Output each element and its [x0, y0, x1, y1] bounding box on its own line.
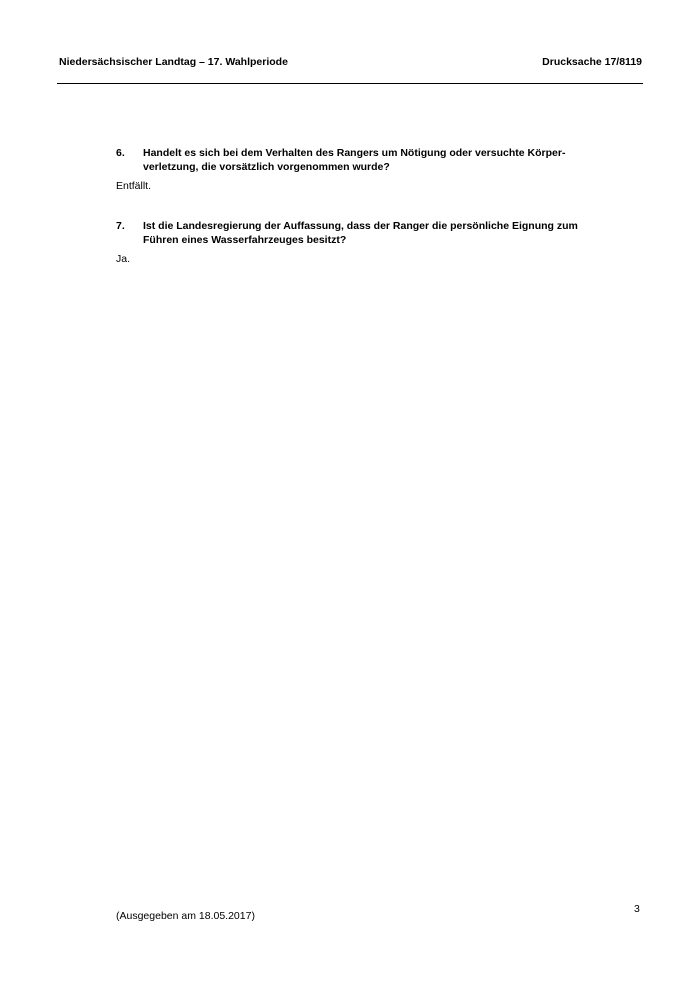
question-text-line-2: verletzung, die vorsätzlich vorgenommen wurde?	[143, 160, 390, 173]
question-text-line-1: Handelt es sich bei dem Verhalten des Rangers um Nötigung oder versuchte Körper-	[143, 147, 566, 159]
question-number: 6.	[116, 147, 125, 159]
question-text	[143, 147, 586, 174]
answer-6: Entfällt.	[116, 180, 152, 192]
question-6	[116, 147, 586, 174]
question-text-line-2: Führen eines Wasserfahrzeuges besitzt?	[143, 233, 347, 246]
document-number: Drucksache 17/8119	[542, 56, 642, 68]
question-7	[116, 220, 586, 247]
header-title: Niedersächsischer Landtag – 17. Wahlperiode	[59, 56, 288, 68]
question-text	[143, 220, 586, 247]
header-divider	[57, 83, 643, 84]
issue-date-note: (Ausgegeben am 18.05.2017)	[116, 910, 255, 922]
answer-7: Ja.	[116, 253, 131, 265]
page-header	[59, 56, 642, 68]
question-text-line-1: Ist die Landesregierung der Auffassung, dass der Ranger die persönliche Eignung zum	[143, 220, 578, 232]
question-number: 7.	[116, 220, 125, 232]
page-number: 3	[634, 903, 640, 915]
